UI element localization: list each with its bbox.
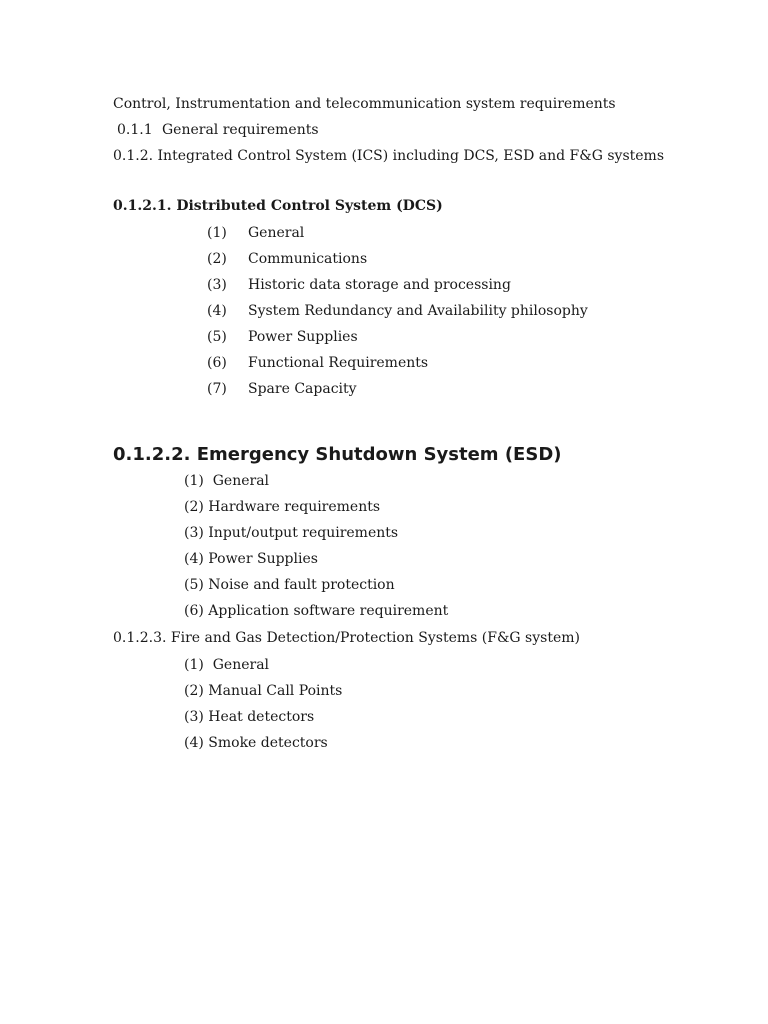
dcs-item-label: Historic data storage and processing — [248, 277, 511, 293]
dcs-item-label: Spare Capacity — [248, 381, 357, 397]
esd-list-item: (2) Hardware requirements — [184, 499, 381, 515]
fg-list-item: (2) Manual Call Points — [184, 683, 343, 699]
esd-list-item: (1) General — [184, 473, 270, 489]
dcs-item-number: (2) — [207, 251, 227, 267]
esd-heading: 0.1.2.2. Emergency Shutdown System (ESD) — [113, 444, 562, 465]
dcs-item-label: Communications — [248, 251, 368, 267]
esd-list-item: (5) Noise and fault protection — [184, 577, 395, 593]
dcs-item-number: (3) — [207, 277, 227, 293]
general-requirements-label: General requirements — [162, 122, 319, 138]
dcs-heading: 0.1.2.1. Distributed Control System (DCS) — [113, 198, 443, 214]
dcs-item-label: Functional Requirements — [248, 355, 429, 371]
dcs-item-number: (5) — [207, 329, 227, 345]
dcs-list-item — [207, 250, 367, 268]
dcs-list-item — [207, 380, 357, 398]
dcs-item-label: System Redundancy and Availability philosophy — [248, 303, 588, 319]
esd-list-item: (3) Input/output requirements — [184, 525, 399, 541]
dcs-item-label: Power Supplies — [248, 329, 358, 345]
esd-list-item: (4) Power Supplies — [184, 551, 318, 567]
dcs-list-item — [207, 328, 358, 346]
esd-list-item: (6) Application software requirement — [184, 603, 449, 619]
fg-list-item: (1) General — [184, 657, 270, 673]
dcs-item-label: General — [248, 225, 305, 241]
general-requirements-line — [117, 121, 319, 139]
dcs-list-item — [207, 276, 511, 294]
general-requirements-number: 0.1.1 — [117, 122, 153, 138]
section-title: Control, Instrumentation and telecommunication system requirements — [113, 96, 616, 112]
dcs-item-number: (1) — [207, 225, 227, 241]
dcs-list-item — [207, 224, 304, 242]
dcs-list-item — [207, 354, 428, 372]
dcs-list-item — [207, 302, 588, 320]
fg-heading: 0.1.2.3. Fire and Gas Detection/Protection Systems (F&G system) — [113, 630, 580, 646]
ics-heading: 0.1.2. Integrated Control System (ICS) including DCS, ESD and F&G systems — [113, 148, 665, 164]
dcs-item-number: (7) — [207, 381, 227, 397]
dcs-item-number: (6) — [207, 355, 227, 371]
fg-list-item: (3) Heat detectors — [184, 709, 315, 725]
dcs-item-number: (4) — [207, 303, 227, 319]
fg-list-item: (4) Smoke detectors — [184, 735, 328, 751]
